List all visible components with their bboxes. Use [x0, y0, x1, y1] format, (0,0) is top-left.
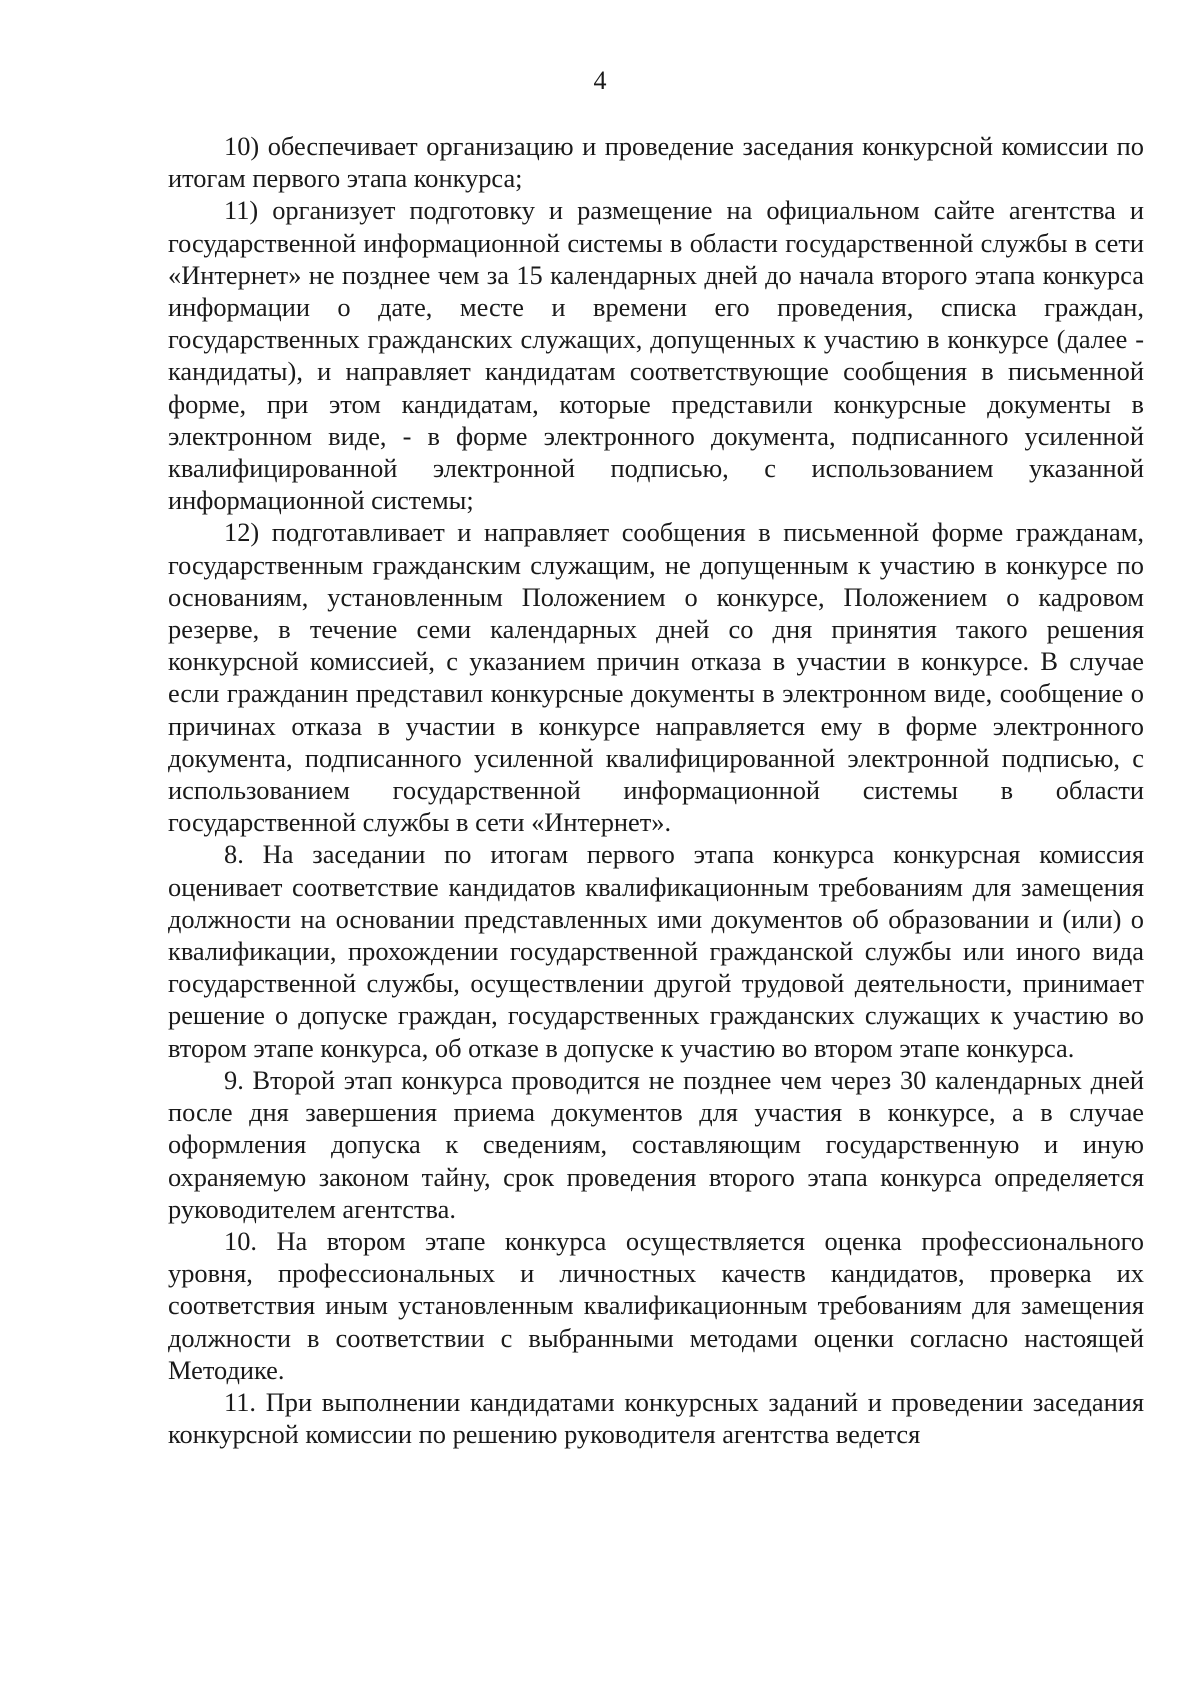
paragraph-section-9: 9. Второй этап конкурса проводится не позднее чем через 30 календарных дней после дня завершения приема документов для участия в конкурсе, а в случае оформления допуска к сведениям, составляющим государственную и иную охраняемую законом тайну, срок проведения второго этапа конкурса определяется руководителем агентства. [168, 1064, 1144, 1224]
paragraph-section-10: 10. На втором этапе конкурса осуществляется оценка профессионального уровня, профессиональных и личностных качеств кандидатов, проверка их соответствия иным установленным квалификационным требованиям для замещения должности в соответствии с выбранными методами оценки согласно настоящей Методике. [168, 1225, 1144, 1385]
paragraph-item-12: 12) подготавливает и направляет сообщения в письменной форме гражданам, государственным гражданским служащим, не допущенным к участию в конкурсе по основаниям, установленным Положением о конкурсе, Положением о кадровом резерве, в течение семи календарных дней со дня принятия такого решения конкурсной комиссией, с указанием причин отказа в участии в конкурсе. В случае если гражданин представил конкурсные документы в электронном виде, сообщение о причинах отказа в участии в конкурсе направляется ему в форме электронного документа, подписанного усиленной квалифицированной электронной подписью, с использованием государственной информационной системы в области государственной службы в сети «Интернет». [168, 517, 1144, 838]
paragraph-section-8: 8. На заседании по итогам первого этапа конкурса конкурсная комиссия оценивает соответствие кандидатов квалификационным требованиям для замещения должности на основании представленных ими документов об образовании и (или) о квалификации, прохождении государственной гражданской службы или иного вида государственной службы, осуществлении другой трудовой деятельности, принимает решение о допуске граждан, государственных гражданских служащих к участию во втором этапе конкурса, об отказе в допуске к участию во втором этапе конкурса. [168, 839, 1144, 1063]
document-body [168, 130, 1144, 1450]
paragraph-item-10: 10) обеспечивает организацию и проведение заседания конкурсной комиссии по итогам первого этапа конкурса; [168, 131, 1144, 194]
paragraph-item-11: 11) организует подготовку и размещение на официальном сайте агентства и государственной информационной системы в области государственной службы в сети «Интернет» не позднее чем за 15 календарных дней до начала второго этапа конкурса информации о дате, месте и времени его проведения, списка граждан, государственных гражданских служащих, допущенных к участию в конкурсе (далее - кандидаты), и направляет кандидатам соответствующие сообщения в письменной форме, при этом кандидатам, которые представили конкурсные документы в электронном виде, - в форме электронного документа, подписанного усиленной квалифицированной электронной подписью, с использованием указанной информационной системы; [168, 195, 1144, 516]
paragraph-section-11: 11. При выполнении кандидатами конкурсных заданий и проведении заседания конкурсной комиссии по решению руководителя агентства ведется [168, 1386, 1144, 1450]
page-number: 4 [593, 66, 607, 95]
